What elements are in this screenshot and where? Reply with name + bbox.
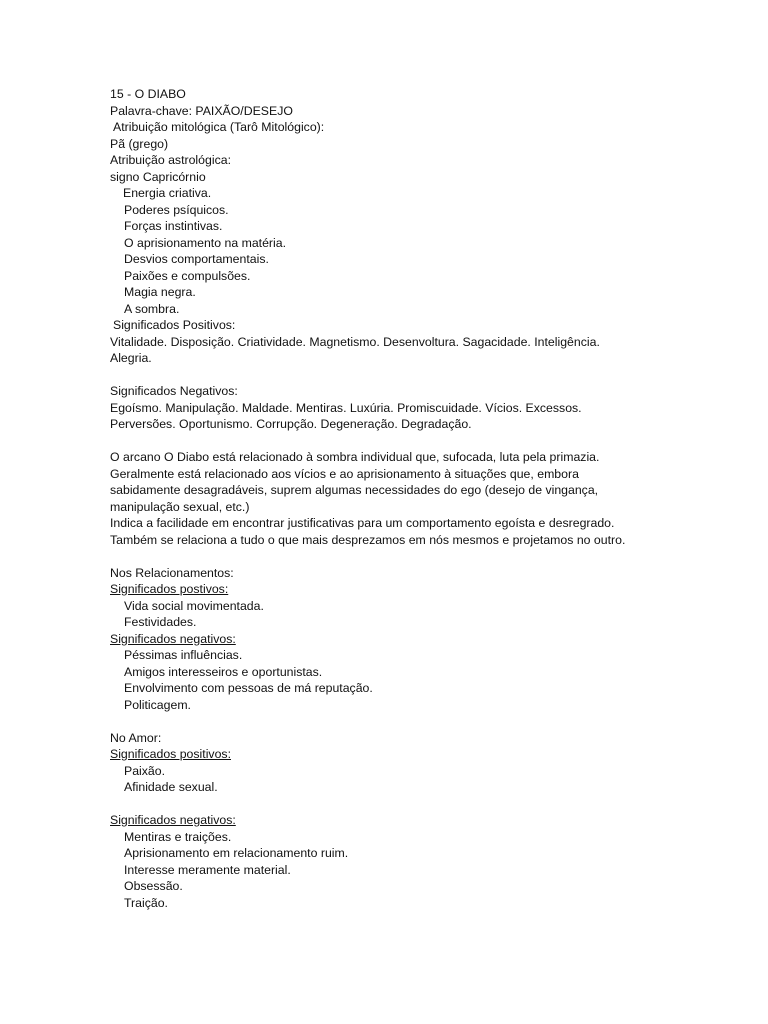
love-negative-label: Significados negativos: [110, 813, 236, 827]
list-item: Amigos interesseiros e oportunistas. [124, 664, 323, 679]
list-item: Politicagem. [124, 697, 191, 712]
description-line: Indica a facilidade em encontrar justificativas para um comportamento egoísta e desregrado. [110, 516, 615, 530]
list-item: Vida social movimentada. [124, 598, 264, 613]
negative-meanings-label: Significados Negativos: [110, 384, 238, 398]
relationships-heading: Nos Relacionamentos: [110, 565, 234, 580]
relationships-positive-label: Significados postivos: [110, 582, 229, 596]
trait-item: Forças instintivas. [124, 219, 223, 233]
list-item: Festividades. [124, 615, 197, 629]
description-line: sabidamente desagradáveis, suprem algumas necessidades do ego (desejo de vingança, [110, 483, 599, 497]
list-item: Paixão. [124, 763, 166, 778]
list-item: Envolvimento com pessoas de má reputação. [124, 681, 373, 695]
description-line: manipulação sexual, etc.) [110, 499, 250, 514]
list-item: Mentiras e traições. [124, 829, 232, 844]
spacer [110, 713, 710, 730]
description-line: Também se relaciona a tudo o que mais desprezamos em nós mesmos e projetamos no outro. [110, 532, 626, 547]
spacer [110, 548, 710, 565]
spacer [110, 433, 710, 450]
trait-item: Poderes psíquicos. [124, 202, 229, 217]
list-item: Aprisionamento em relacionamento ruim. [124, 846, 349, 860]
spacer [110, 367, 710, 384]
negative-meanings-text: Egoísmo. Manipulação. Maldade. Mentiras. Luxúria. Promiscuidade. Vícios. Excessos. [110, 400, 582, 415]
trait-item: A sombra. [124, 301, 180, 316]
list-item: Obsessão. [124, 879, 183, 893]
description-line: O arcano O Diabo está relacionado à sombra individual que, sufocada, luta pela primazia. [110, 450, 600, 464]
description-paragraph [110, 449, 710, 548]
love-heading: No Amor: [110, 730, 162, 745]
trait-item: Energia criativa. [123, 186, 212, 200]
description-line: Geralmente está relacionado aos vícios e ao aprisionamento à situações que, embora [110, 466, 579, 481]
traits-list [110, 185, 710, 317]
mythological-value: Pã (grego) [110, 136, 169, 151]
document-page [110, 86, 710, 911]
love-section [110, 730, 710, 912]
list-item: Afinidade sexual. [124, 780, 218, 794]
astrological-value: signo Capricórnio [110, 169, 206, 184]
trait-item: Paixões e compulsões. [124, 268, 251, 283]
trait-item: Magia negra. [124, 285, 196, 299]
astrological-label: Atribuição astrológica: [110, 153, 231, 167]
relationships-negative-label: Significados negativos: [110, 631, 236, 646]
list-item: Traição. [124, 895, 168, 910]
trait-item: O aprisionamento na matéria. [124, 235, 286, 250]
positive-meanings-text: Alegria. [110, 351, 152, 365]
positive-meanings-label: Significados Positivos: [113, 318, 236, 332]
trait-item: Desvios comportamentais. [124, 252, 269, 266]
document-title: 15 - O DIABO [110, 87, 186, 101]
mythological-label: Atribuição mitológica (Tarô Mitológico): [113, 120, 325, 134]
list-item: Interesse meramente material. [124, 862, 291, 877]
keyword-line: Palavra-chave: PAIXÃO/DESEJO [110, 103, 293, 118]
positive-meanings-text: Vitalidade. Disposição. Criatividade. Magnetismo. Desenvoltura. Sagacidade. Inteligência. [110, 334, 600, 349]
relationships-section [110, 565, 710, 714]
spacer [110, 796, 710, 813]
negative-meanings-text: Perversões. Oportunismo. Corrupção. Degeneração. Degradação. [110, 417, 472, 431]
list-item: Péssimas influências. [124, 648, 243, 662]
love-positive-label: Significados positivos: [110, 747, 231, 761]
